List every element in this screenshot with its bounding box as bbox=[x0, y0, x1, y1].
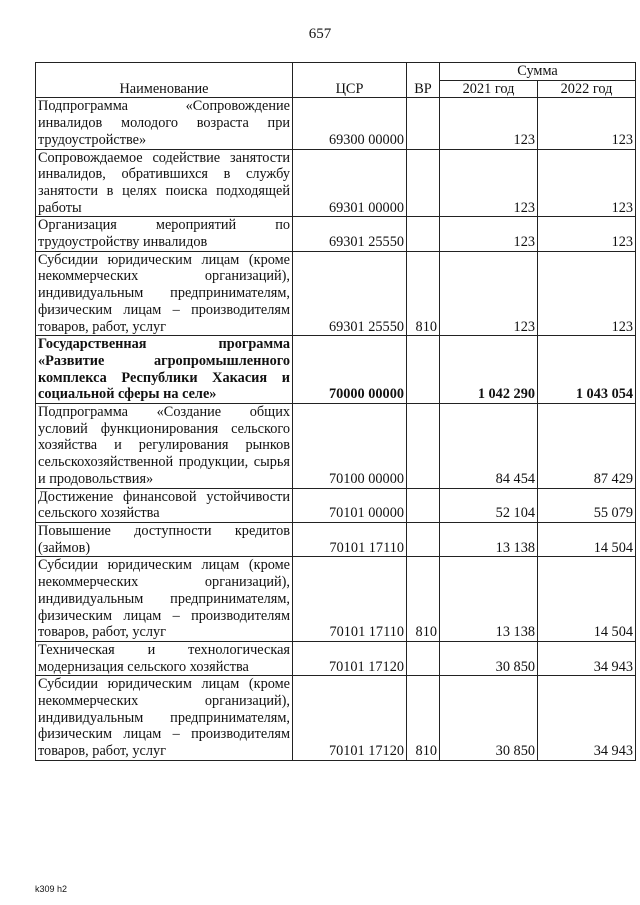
row-sum-2022: 1 043 054 bbox=[538, 336, 636, 404]
row-csr: 70101 17120 bbox=[293, 641, 407, 675]
row-csr: 70000 00000 bbox=[293, 336, 407, 404]
row-vr bbox=[407, 217, 440, 251]
row-csr: 69301 25550 bbox=[293, 217, 407, 251]
table-row bbox=[36, 488, 636, 522]
row-sum-2022: 123 bbox=[538, 98, 636, 149]
table-row bbox=[36, 217, 636, 251]
row-sum-2021: 13 138 bbox=[440, 557, 538, 642]
header-2022: 2022 год bbox=[538, 80, 636, 98]
row-csr: 69301 25550 bbox=[293, 251, 407, 336]
row-sum-2022: 34 943 bbox=[538, 641, 636, 675]
row-sum-2021: 123 bbox=[440, 217, 538, 251]
row-vr bbox=[407, 404, 440, 489]
table-row bbox=[36, 98, 636, 149]
row-name: Государственная программа «Развитие агропромышленного комплекса Республики Хакасия и социальной сферы на селе» bbox=[36, 336, 293, 404]
header-csr: ЦСР bbox=[293, 63, 407, 98]
row-sum-2021: 84 454 bbox=[440, 404, 538, 489]
row-sum-2021: 1 042 290 bbox=[440, 336, 538, 404]
row-sum-2021: 123 bbox=[440, 149, 538, 217]
row-name: Субсидии юридическим лицам (кроме некоммерческих организаций), индивидуальным предпринимателям, физическим лицам – производителям товаров, работ, услуг bbox=[36, 557, 293, 642]
table-row bbox=[36, 641, 636, 675]
row-csr: 69300 00000 bbox=[293, 98, 407, 149]
table-row bbox=[36, 336, 636, 404]
row-name: Организация мероприятий по трудоустройству инвалидов bbox=[36, 217, 293, 251]
row-vr bbox=[407, 336, 440, 404]
row-sum-2021: 30 850 bbox=[440, 676, 538, 761]
row-vr bbox=[407, 488, 440, 522]
row-csr: 70101 17110 bbox=[293, 557, 407, 642]
table-row bbox=[36, 676, 636, 761]
row-sum-2021: 52 104 bbox=[440, 488, 538, 522]
row-name: Повышение доступности кредитов (займов) bbox=[36, 522, 293, 556]
footer-code: k309 h2 bbox=[35, 884, 68, 894]
row-name: Техническая и технологическая модернизация сельского хозяйства bbox=[36, 641, 293, 675]
page-number: 657 bbox=[308, 26, 332, 42]
table-row bbox=[36, 557, 636, 642]
row-name: Сопровождаемое содействие занятости инвалидов, обратившихся в службу занятости в целях поиска подходящей работы bbox=[36, 149, 293, 217]
row-csr: 69301 00000 bbox=[293, 149, 407, 217]
row-csr: 70100 00000 bbox=[293, 404, 407, 489]
row-vr: 810 bbox=[407, 251, 440, 336]
row-sum-2022: 34 943 bbox=[538, 676, 636, 761]
row-sum-2022: 123 bbox=[538, 251, 636, 336]
budget-table bbox=[35, 62, 636, 761]
row-vr bbox=[407, 149, 440, 217]
row-sum-2022: 14 504 bbox=[538, 557, 636, 642]
header-name: Наименование bbox=[36, 63, 293, 98]
row-sum-2022: 123 bbox=[538, 217, 636, 251]
row-vr: 810 bbox=[407, 676, 440, 761]
table-row bbox=[36, 149, 636, 217]
row-name: Субсидии юридическим лицам (кроме некоммерческих организаций), индивидуальным предпринимателям, физическим лицам – производителям товаров, работ, услуг bbox=[36, 676, 293, 761]
table-row bbox=[36, 404, 636, 489]
row-sum-2022: 14 504 bbox=[538, 522, 636, 556]
row-vr bbox=[407, 522, 440, 556]
row-csr: 70101 00000 bbox=[293, 488, 407, 522]
row-sum-2022: 55 079 bbox=[538, 488, 636, 522]
row-sum-2022: 87 429 bbox=[538, 404, 636, 489]
row-sum-2021: 123 bbox=[440, 251, 538, 336]
row-csr: 70101 17110 bbox=[293, 522, 407, 556]
row-sum-2022: 123 bbox=[538, 149, 636, 217]
header-2021: 2021 год bbox=[440, 80, 538, 98]
table-body bbox=[36, 98, 636, 760]
row-name: Подпрограмма «Сопровождение инвалидов молодого возраста при трудоустройстве» bbox=[36, 98, 293, 149]
row-vr: 810 bbox=[407, 557, 440, 642]
row-name: Субсидии юридическим лицам (кроме некоммерческих организаций), индивидуальным предпринимателям, физическим лицам – производителям товаров, работ, услуг bbox=[36, 251, 293, 336]
row-name: Достижение финансовой устойчивости сельского хозяйства bbox=[36, 488, 293, 522]
header-sum: Сумма bbox=[440, 63, 636, 81]
row-csr: 70101 17120 bbox=[293, 676, 407, 761]
table-row bbox=[36, 251, 636, 336]
row-vr bbox=[407, 98, 440, 149]
header-vr: ВР bbox=[407, 63, 440, 98]
row-name: Подпрограмма «Создание общих условий функционирования сельского хозяйства и регулирования рынков сельскохозяйственной продукции, сырья и продовольствия» bbox=[36, 404, 293, 489]
row-sum-2021: 30 850 bbox=[440, 641, 538, 675]
row-sum-2021: 123 bbox=[440, 98, 538, 149]
row-sum-2021: 13 138 bbox=[440, 522, 538, 556]
row-vr bbox=[407, 641, 440, 675]
table-row bbox=[36, 522, 636, 556]
